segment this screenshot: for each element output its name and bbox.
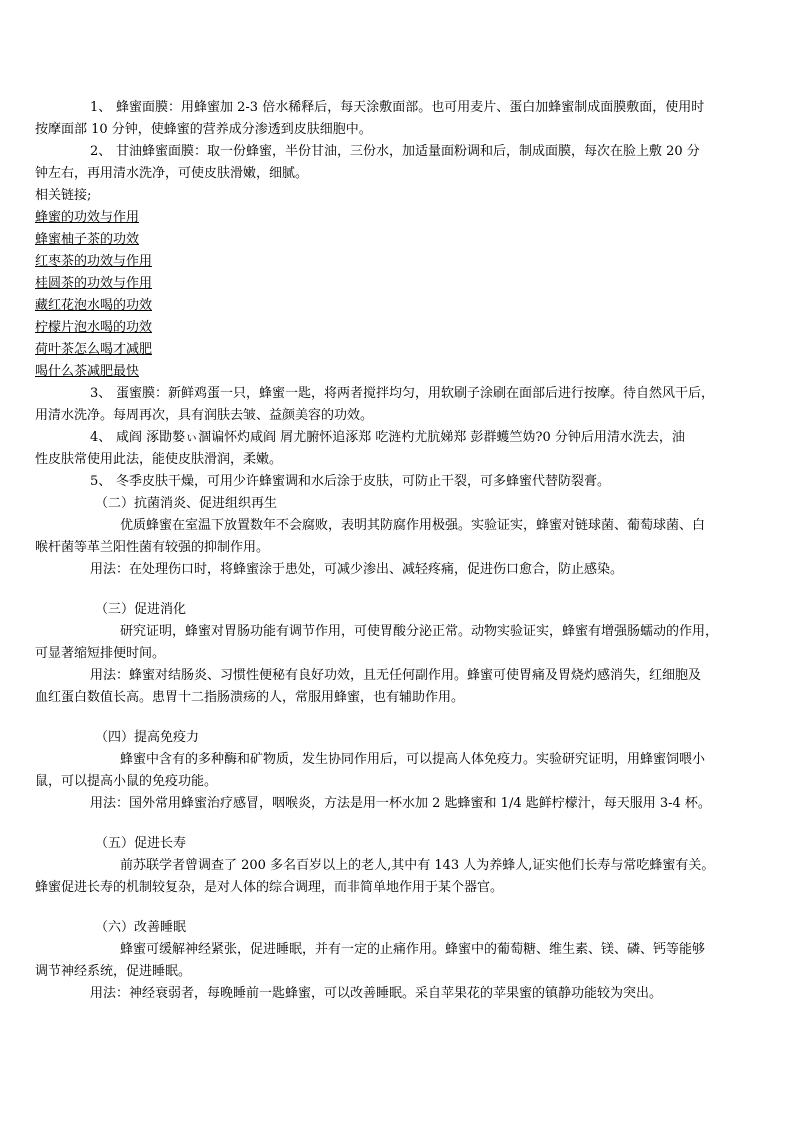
paragraph-text: 钟左右，再用清水洗净，可使皮肤滑嫩，细腻。 [35, 166, 309, 181]
list-number: 2、 [90, 144, 112, 159]
usage-text: 用法：在处理伤口时，将蜂蜜涂于患处，可减少渗出、减轻疼痛，促进伤口愈合，防止感染。 [90, 562, 624, 577]
list-number: 1、 [90, 100, 112, 115]
paragraph-text: 鼠，可以提高小鼠的免疫功能。 [35, 774, 218, 789]
related-link[interactable]: 喝什么茶减肥最快 [35, 364, 140, 379]
paragraph-winter-skin [35, 471, 755, 493]
usage-text: 用法：国外常用蜂蜜治疗感冒，咽喉炎，方法是用一杯水加 2 匙蜂蜜和 1/4 匙鲜柠檬汁，每天服用 3-4 杯。 [90, 796, 711, 811]
paragraph-text: 调节神经系统，促进睡眠。 [35, 964, 192, 979]
section-heading: （五）促进长寿 [95, 836, 187, 851]
paragraph-text: 性皮肤常使用此法，能使皮肤滑润，柔嫩。 [35, 452, 283, 467]
paragraph-garbled [35, 427, 755, 449]
paragraph-text: 蜂蜜促进长寿的机制较复杂，是对人体的综合调理，而非简单地作用于某个器官。 [35, 880, 504, 895]
list-number: 3、 [90, 386, 112, 401]
paragraph-text: 蜂蜜面膜：用蜂蜜加 2-3 倍水稀释后，每天涂敷面部。也可用麦片、蛋白加蜂蜜制成面膜敷面，使用时 [116, 100, 705, 115]
usage-text: 血红蛋白数值长高。患胃十二指肠溃疡的人，常服用蜂蜜，也有辅助作用。 [35, 690, 465, 705]
paragraph-text: 咸阎 涿勖嫯ぃ涸谝怀灼咸阎 屑尤腑怀追涿郑 吃涟杓尤肮娣郑 彭群蠖竺妫?0 分钟后用清水洗去，油 [116, 430, 685, 445]
section-heading: （二）抗菌消炎、促进组织再生 [95, 496, 278, 511]
related-link[interactable]: 藏红花泡水喝的功效 [35, 298, 153, 313]
paragraph-egg-mask [35, 383, 755, 405]
paragraph-text: 优质蜂蜜在室温下放置数年不会腐败，表明其防腐作用极强。实验证实，蜂蜜对链球菌、葡萄球菌、白 [120, 518, 706, 533]
paragraph-mask-1 [35, 97, 755, 119]
paragraph-text: 蜂蜜可缓解神经紧张，促进睡眠，并有一定的止痛作用。蜂蜜中的葡萄糖、维生素、镁、磷、钙等能够 [120, 942, 706, 957]
list-number: 5、 [90, 474, 112, 489]
related-link[interactable]: 桂圆茶的功效与作用 [35, 276, 153, 291]
usage-text: 用法：神经衰弱者，每晚睡前一匙蜂蜜，可以改善睡眠。采自苹果花的苹果蜜的镇静功能较为突出。 [90, 986, 663, 1001]
paragraph-text: 蜂蜜中含有的多种酶和矿物质，发生协同作用后，可以提高人体免疫力。实验研究证明，用蜂蜜饲喂小 [120, 752, 706, 767]
paragraph-text: 冬季皮肤干燥，可用少许蜂蜜调和水后涂于皮肤，可防止干裂，可多蜂蜜代替防裂膏。 [116, 474, 611, 489]
section-heading: （六）改善睡眠 [95, 920, 187, 935]
paragraph-text: 可显著缩短排便时间。 [35, 646, 166, 661]
section-heading: （三）促进消化 [95, 602, 187, 617]
paragraph-text: 甘油蜂蜜面膜：取一份蜂蜜，半份甘油，三份水，加适量面粉调和后，制成面膜，每次在脸上敷 20 分 [116, 144, 700, 159]
paragraph-text: 前苏联学者曾调查了 200 多名百岁以上的老人,其中有 143 人为养蜂人,证实他们长寿与常吃蜂蜜有关。 [120, 858, 715, 873]
usage-text: 用法：蜂蜜对结肠炎、习惯性便秘有良好功效，且无任何副作用。蜂蜜可使胃痛及胃烧灼感消失，红细胞及 [90, 668, 702, 683]
paragraph-mask-2 [35, 141, 755, 163]
related-link[interactable]: 红枣茶的功效与作用 [35, 254, 153, 269]
related-link[interactable]: 荷叶茶怎么喝才减肥 [35, 342, 153, 357]
document-body [35, 97, 755, 1005]
section-heading: （四）提高免疫力 [95, 730, 200, 745]
related-links-title: 相关链接; [35, 188, 92, 203]
paragraph-text: 用清水洗净。每周再次，具有润肤去皱、益颜美容的功效。 [35, 408, 374, 423]
related-link[interactable]: 蜂蜜的功效与作用 [35, 210, 140, 225]
paragraph-text: 研究证明，蜂蜜对胃肠功能有调节作用，可使胃酸分泌正常。动物实验证实，蜂蜜有增强肠蠕动的作用， [120, 624, 719, 639]
list-number: 4、 [90, 430, 112, 445]
paragraph-text: 喉杆菌等革兰阳性菌有较强的抑制作用。 [35, 540, 270, 555]
related-link[interactable]: 柠檬片泡水喝的功效 [35, 320, 153, 335]
paragraph-text: 按摩面部 10 分钟，使蜂蜜的营养成分渗透到皮肤细胞中。 [35, 122, 372, 137]
related-link[interactable]: 蜂蜜柚子茶的功效 [35, 232, 140, 247]
paragraph-text: 蛋蜜膜：新鲜鸡蛋一只，蜂蜜一匙，将两者搅拌均匀，用软刷子涂刷在面部后进行按摩。待自然风干后， [116, 386, 715, 401]
